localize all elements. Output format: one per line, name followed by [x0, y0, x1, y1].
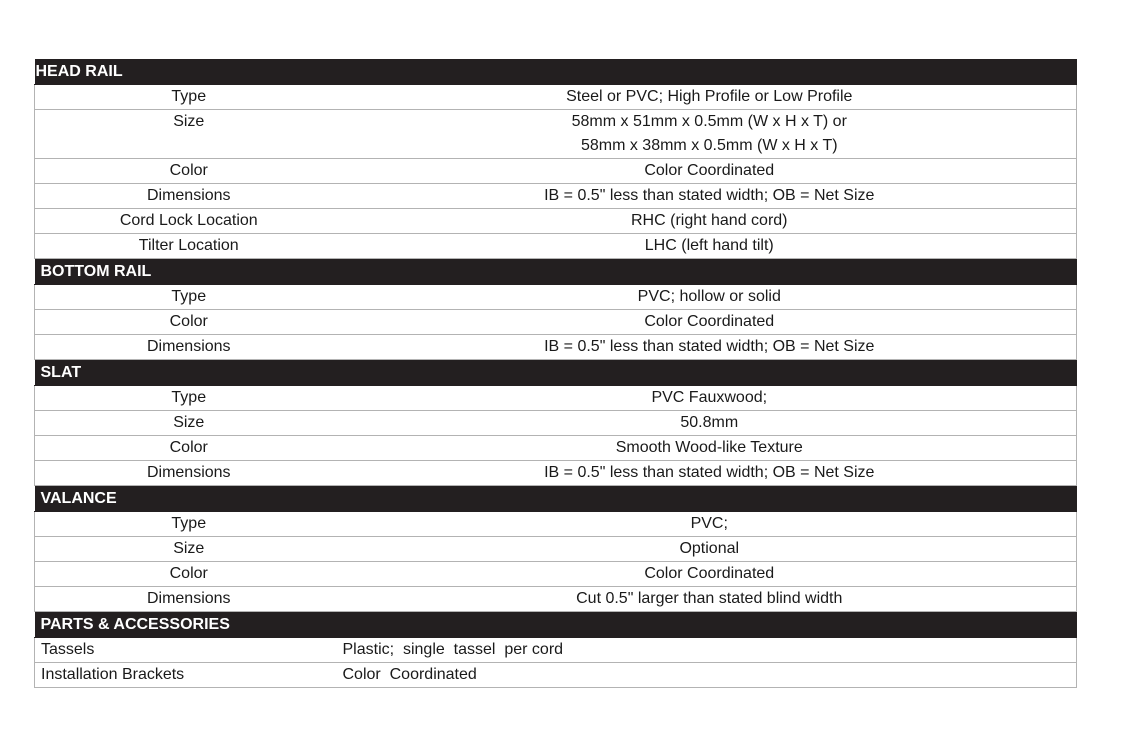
- spec-table: [34, 59, 1077, 688]
- spec-value: Steel or PVC; High Profile or Low Profile: [343, 85, 1077, 110]
- spec-row: [35, 663, 1077, 688]
- spec-value: PVC Fauxwood;: [343, 386, 1077, 411]
- spec-label: Size: [35, 537, 343, 562]
- section-title: SLAT: [35, 360, 1077, 386]
- spec-label: Type: [35, 285, 343, 310]
- spec-value: PVC;: [343, 512, 1077, 537]
- spec-label: Type: [35, 386, 343, 411]
- spec-row: [35, 285, 1077, 310]
- spec-value-line: 58mm x 38mm x 0.5mm (W x H x T): [580, 137, 838, 154]
- spec-value: Plastic; single tassel per cord: [343, 638, 1077, 663]
- section-title: PARTS & ACCESSORIES: [35, 612, 1077, 638]
- spec-label: Type: [35, 512, 343, 537]
- spec-row: [35, 587, 1077, 612]
- spec-value: Color Coordinated: [343, 159, 1077, 184]
- spec-row: [35, 85, 1077, 110]
- spec-row: [35, 184, 1077, 209]
- spec-row: [35, 638, 1077, 663]
- spec-value: LHC (left hand tilt): [343, 234, 1077, 259]
- spec-value: IB = 0.5" less than stated width; OB = Net Size: [343, 335, 1077, 360]
- spec-row: [35, 461, 1077, 486]
- spec-value: Optional: [343, 537, 1077, 562]
- spec-value-line: 58mm x 51mm x 0.5mm (W x H x T) or: [571, 113, 847, 130]
- spec-label: Type: [35, 85, 343, 110]
- section-title: HEAD RAIL: [35, 59, 1077, 85]
- section-title: VALANCE: [35, 486, 1077, 512]
- spec-value: IB = 0.5" less than stated width; OB = Net Size: [343, 184, 1077, 209]
- spec-value: Cut 0.5" larger than stated blind width: [343, 587, 1077, 612]
- spec-label: Installation Brackets: [35, 663, 343, 688]
- spec-row: [35, 110, 1077, 159]
- spec-row: [35, 562, 1077, 587]
- spec-label: Dimensions: [35, 461, 343, 486]
- spec-row: [35, 436, 1077, 461]
- spec-label: Size: [35, 411, 343, 436]
- spec-label: Cord Lock Location: [35, 209, 343, 234]
- section-title: BOTTOM RAIL: [35, 259, 1077, 285]
- spec-row: [35, 159, 1077, 184]
- spec-label: Color: [35, 310, 343, 335]
- spec-row: [35, 209, 1077, 234]
- spec-label: Dimensions: [35, 184, 343, 209]
- spec-row: [35, 386, 1077, 411]
- spec-value: 50.8mm: [343, 411, 1077, 436]
- section-header-bottom-rail: [35, 259, 1077, 285]
- spec-label: Dimensions: [35, 335, 343, 360]
- spec-value: [343, 110, 1077, 159]
- spec-row: [35, 411, 1077, 436]
- spec-label: Size: [35, 110, 343, 159]
- spec-label: Tilter Location: [35, 234, 343, 259]
- spec-label: Color: [35, 159, 343, 184]
- section-header-valance: [35, 486, 1077, 512]
- spec-label: Dimensions: [35, 587, 343, 612]
- section-header-head-rail: [35, 59, 1077, 85]
- spec-row: [35, 310, 1077, 335]
- spec-value: Color Coordinated: [343, 562, 1077, 587]
- spec-row: [35, 335, 1077, 360]
- spec-label: Tassels: [35, 638, 343, 663]
- spec-value: Color Coordinated: [343, 663, 1077, 688]
- spec-value: PVC; hollow or solid: [343, 285, 1077, 310]
- spec-value: Color Coordinated: [343, 310, 1077, 335]
- spec-row: [35, 234, 1077, 259]
- section-header-parts-accessories: [35, 612, 1077, 638]
- spec-value: IB = 0.5" less than stated width; OB = Net Size: [343, 461, 1077, 486]
- spec-row: [35, 512, 1077, 537]
- section-header-slat: [35, 360, 1077, 386]
- spec-row: [35, 537, 1077, 562]
- spec-label: Color: [35, 562, 343, 587]
- spec-value: RHC (right hand cord): [343, 209, 1077, 234]
- spec-value: Smooth Wood-like Texture: [343, 436, 1077, 461]
- spec-label: Color: [35, 436, 343, 461]
